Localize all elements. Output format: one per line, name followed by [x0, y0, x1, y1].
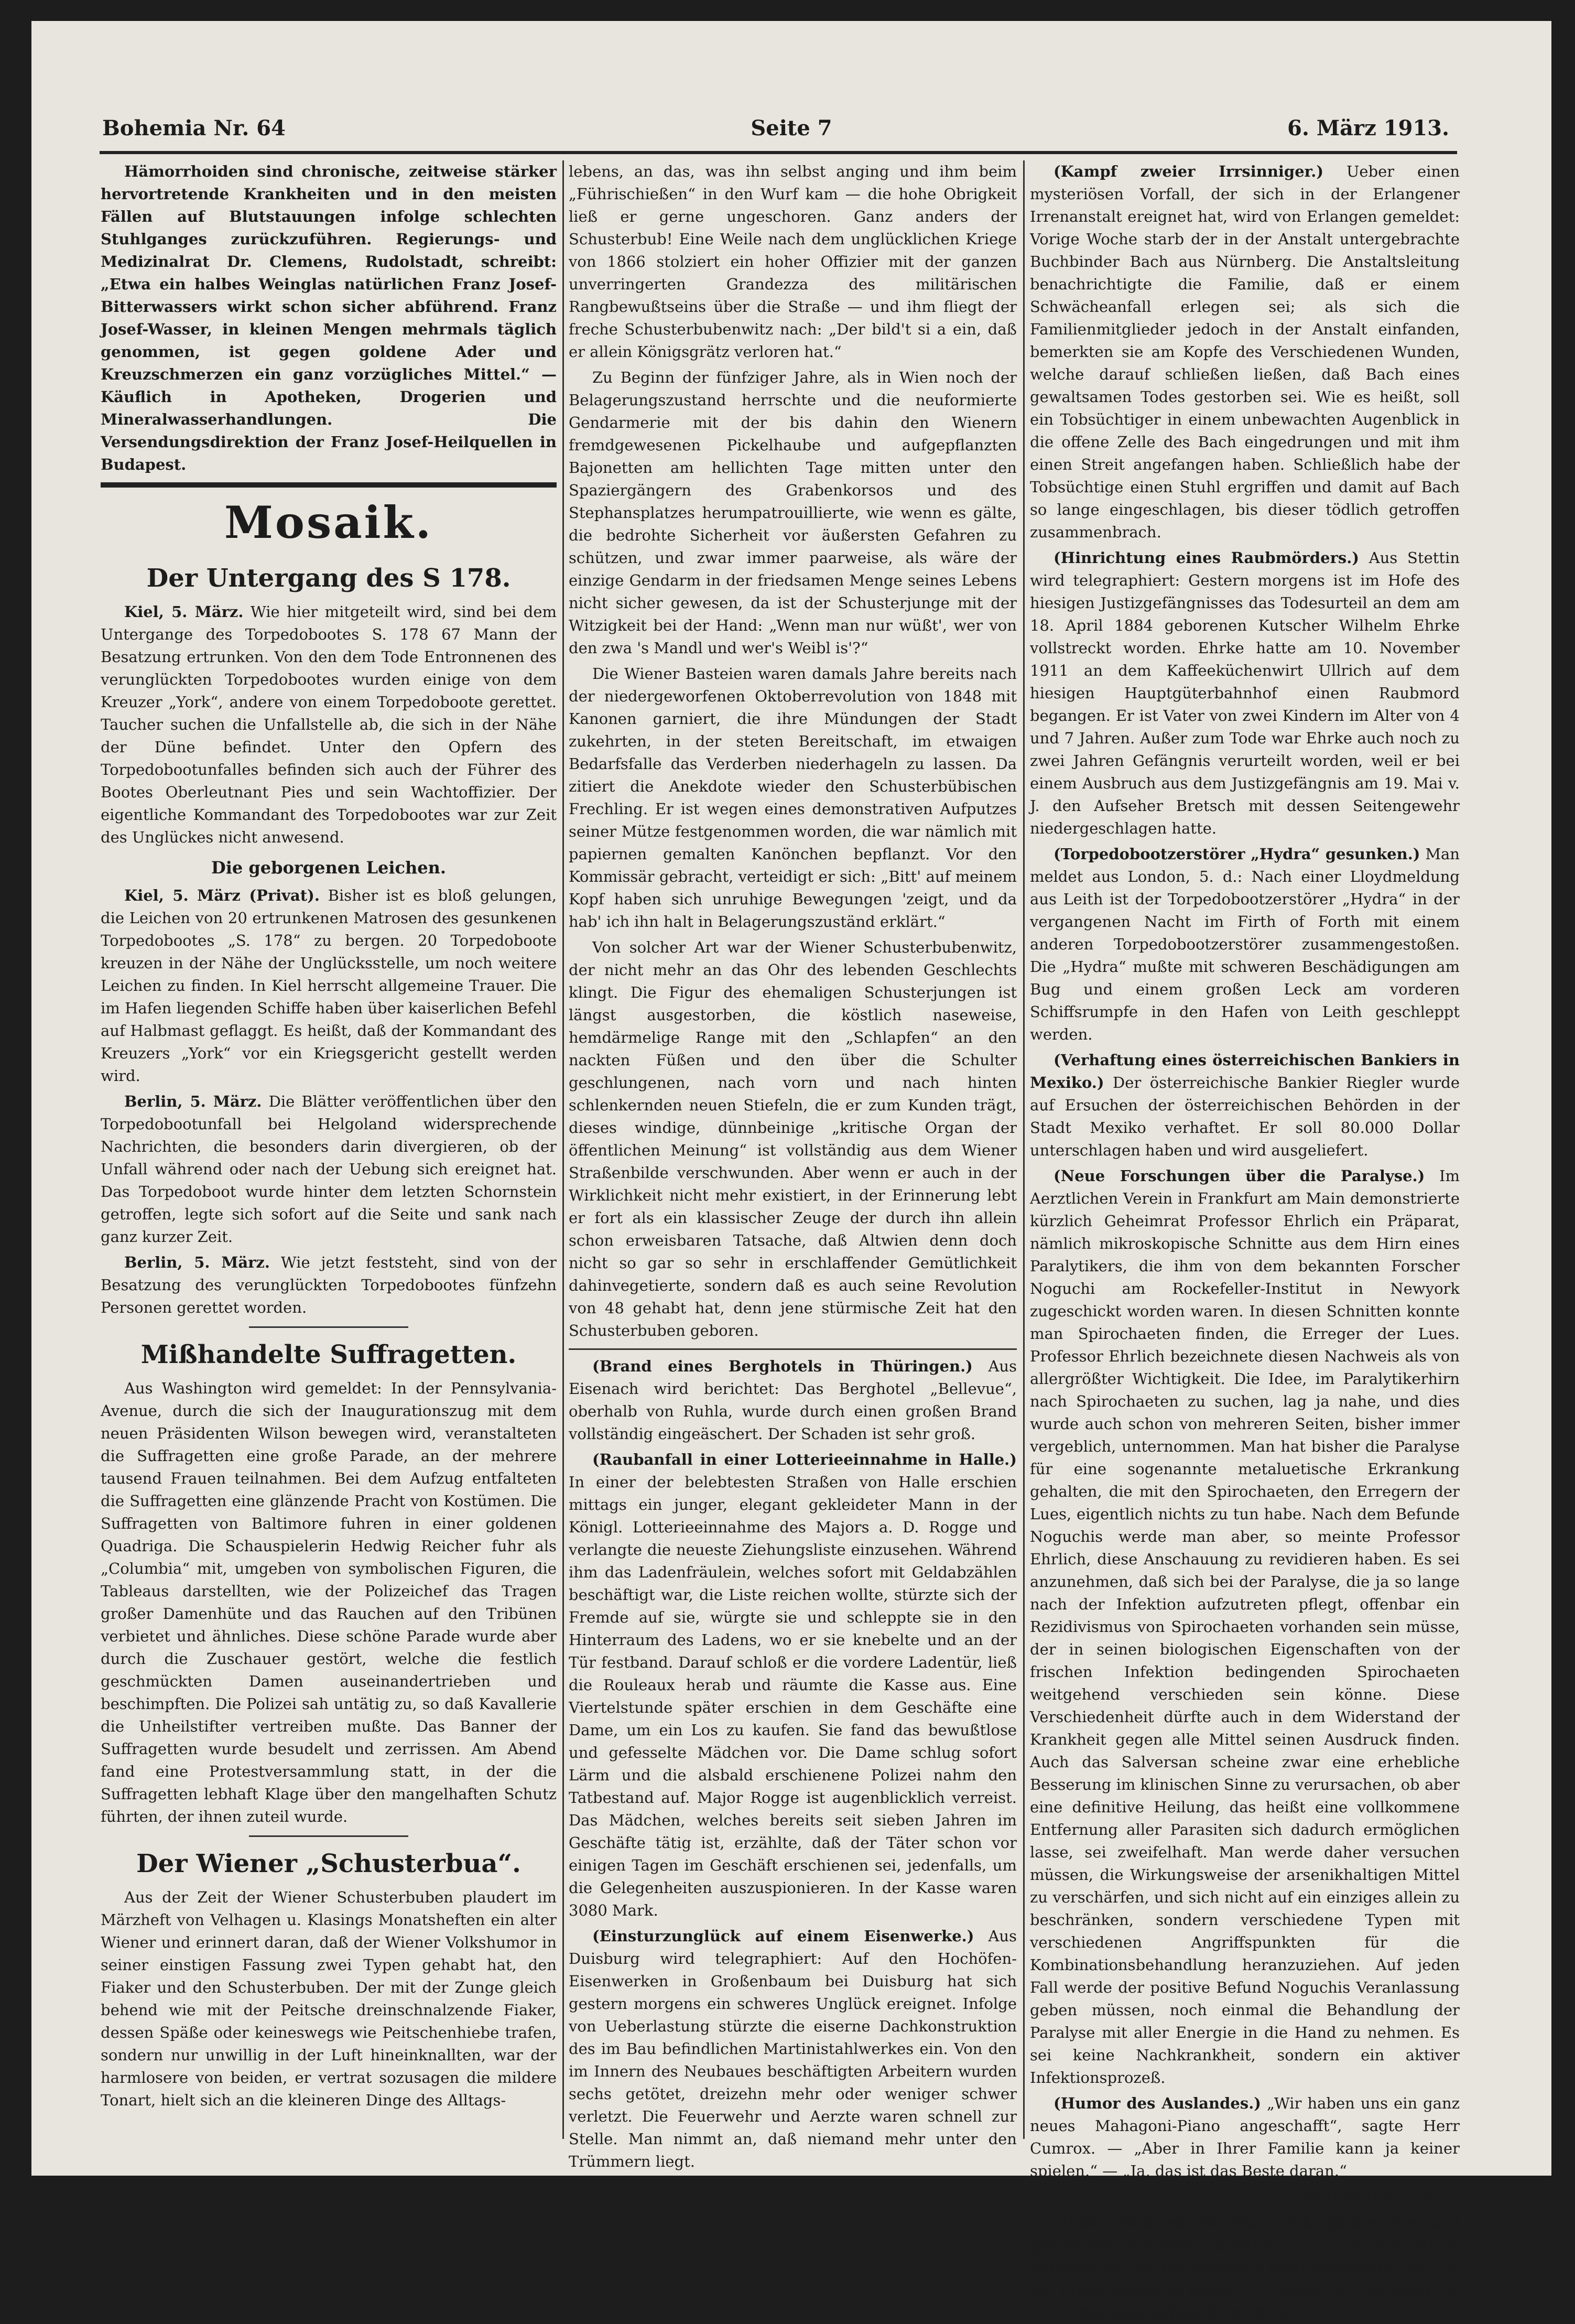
- news-item-text: Im Aerztlichen Verein in Frankfurt am Main demonstrierte kürzlich Geheimrat Professor Ehrlich ein Präparat, nämlich mikroskopische Schnitte aus dem Hirn eines Paralytikers, die ihm von dem bekannten Forscher Noguchi am Rockefeller-Institut in Newyork zugeschickt worden waren. In diesen Schnitten konnte man Spirochaeten finden, die Erreger der Lues. Professor Ehrlich bezeichnete diesen Nachweis als von allergrößter Wichtigkeit. Die Idee, im Paralytikerhirn nach Spirochaeten zu suchen, lag ja nahe, und dies wurde auch schon von mehreren Seiten, bisher immer vergeblich, unternommen. Man hat bisher die Paralyse für eine sogenannte metaluetische Erkrankung gehalten, die mit den Spirochaeten, den Erregern der Lues, eigentlich nichts zu tun habe. Nach dem Befunde Noguchis werde man aber, so meinte Professor Ehrlich, diese Anschauung zu revidieren haben. Es sei anzunehmen, daß sich bei der Paralyse, die ja so lange nach der Infektion aufzutreten pflegt, offenbar ein Rezidivismus von Spirochaeten vorhanden sein müsse, der in seinen biologischen Eigenschaften von der frischen Infektion bedingenden Spirochaeten weitgehend verschieden sein könne. Diese Verschiedenheit dürfte auch in dem Widerstand der Krankheit gegen alle Mittel seinen Ausdruck finden. Auch das Salversan scheine zwar eine erhebliche Besserung im klinischen Sinne zu verursachen, ob aber eine definitive Heilung, das heißt eine vollkommene Entfernung aller Parasiten sich dadurch ermöglichen lasse, sei zweifelhaft. Man werde daher versuchen müssen, die Wirkungsweise der arsenikhaltigen Mittel zu verschärfen, und sich nicht auf ein einziges allein zu beschränken, sondern verschiedene Typen mit verschiedenen Angriffspunkten für die Kombinationsbehandlung heranzuziehen. Auf jeden Fall werde der positive Befund Noguchis Veranlassung geben müssen, noch einmal die Behandlung der Paralyse mit aller Energie in die Hand zu nehmen. Es sei keine Nachkrankheit, sondern ein aktiver Infektionsprozeß.: [1030, 1167, 1460, 2087]
- article-separator: [249, 1326, 409, 1328]
- advertisement-franz-josef: Hämorrhoiden sind chronische, zeitweise stärker hervortretende Krankheiten und in den meisten Fällen auf Blutstauungen infolge schlechten Stuhlganges zurückzuführen. Regierungs- und Medizinalrat Dr. Clemens, Rudolstadt, schreibt: „Etwa ein halbes Weinglas natürlichen Franz Josef-Bitterwassers wirkt schon sicher abführend. Franz Josef-Wasser, in kleinen Mengen mehrmals täglich genommen, ist gegen goldene Ader und Kreuzschmerzen ein ganz vorzügliches Mittel.“ — Käuflich in Apotheken, Drogerien und Mineralwasserhandlungen. Die Versendungsdirektion der Franz Josef-Heilquellen in Budapest.: [101, 163, 557, 473]
- article-paragraph: Aus Washington wird gemeldet: In der Pennsylvania-Avenue, durch die sich der Inaugurationszug mit dem neuen Präsidenten Wilson bewegen wird, veranstalteten die Suffragetten eine große Parade, an der mehrere tausend Frauen teilnahmen. Bei dem Aufzug entfalteten die Suffragetten eine glänzende Pracht von Kostümen. Die Suffragetten von Baltimore fuhren in einer goldenen Quadriga. Die Schauspielerin Hedwig Reicher fuhr als „Columbia“ mit, umgeben von symbolischen Figuren, die Tableaus darstellten, wie der Polizeichef das Tragen großer Damenhüte und das Rauchen auf den Tribünen verbietet und ähnliches. Diese schöne Parade wurde aber durch die Zuschauer gestört, welche die festlich geschmückten Damen auseinandertrieben und beschimpften. Die Polizei sah untätig zu, so daß Kavallerie die Unheilstifter vertreiben mußte. Das Banner der Suffragetten wurde besudelt und zerrissen. Am Abend fand eine Protestversammlung statt, in der die Suffragetten lebhaft Klage über den mangelhaften Schutz führten, der ihnen zuteil wurde.: [101, 1379, 557, 1825]
- article-paragraph: [101, 884, 557, 1087]
- article-paragraph: Von solcher Art war der Wiener Schusterbubenwitz, der nicht mehr an das Ohr des lebenden Geschlechts klingt. Die Figur des ehemaligen Schusterjungen ist längst ausgestorben, die köstlich naseweise, hemdärmelige Range mit den „Schlapfen“ an den nackten Füßen und den über die Schulter geschlungenen, nach vorn und nach hinten schlenkernden neuen Stiefeln, die er zum Kunden trägt, dieses windige, dünnbeinige „kritische Organ der öffentlichen Meinung“ ist vollständig aus dem Wiener Straßenbilde verschwunden. Aber wenn er auch in der Wirklichkeit nicht mehr existiert, in der Erinnerung lebt er fort als ein klassischer Zeuge der durch ihn allein schon erweisbaren Tatsache, daß Altwien denn doch nicht so gar so sehr in erschlaffender Gemütlichkeit dahinvegetierte, sondern daß es auch seine Revolution von 48 gehabt hat, denn jene stürmische Zeit hat den Schusterbuben geboren.: [569, 938, 1017, 1339]
- news-item-heading: (Einsturzunglück auf einem Eisenwerke.): [592, 1927, 974, 1945]
- header-date: 6. März 1913.: [1287, 116, 1449, 140]
- news-item-text: Aus Stettin wird telegraphiert: Gestern morgens ist im Hofe des hiesigen Justizgefängnisses das Todesurteil an dem am 18. April 1884 geborenen Kutscher Wilhelm Ehrke vollstreckt worden. Ehrke hatte am 10. November 1911 an dem Kaffeeküchenwirt Ullrich auf dem hiesigen Hauptgüterbahnhof einen Raubmord begangen. Er ist Vater von zwei Kindern im Alter von 4 und 7 Jahren. Außer zum Tode war Ehrke auch noch zu zwei Jahren Gefängnis verurteilt worden, weil er bei einem Ausbruch aus dem Justizgefängnis am 19. Mai v. J. den Aufseher Bretsch mit dessen Seitengewehr niedergeschlagen hatte.: [1030, 549, 1460, 837]
- article-title: Der Wiener „Schusterbua“.: [136, 1849, 521, 1878]
- news-item: [1030, 1165, 1460, 2089]
- article-paragraph: Die Wiener Basteien waren damals Jahre bereits nach der niedergeworfenen Oktoberrevolution von 1848 mit Kanonen garniert, die ihre Mündungen der Stadt zukehrten, in der steten Bereitschaft, im etwaigen Bedarfsfalle das Verderben niederhageln zu lassen. Da zitiert die Anekdote wieder den Schusterbübischen Frechling. Er ist wegen eines demonstrativen Aufputzes seiner Mütze festgenommen worden, die war nämlich mit papiernen gemalten Kanönchen bepflanzt. Vor den Kommissär gebracht, verteidigt er sich: „Bitt' auf meinem Kopf haben sich unruhige Bewegungen 'zeigt, und da hab' ich ihn halt in Belagerungszuständ erklärt.“: [569, 665, 1017, 931]
- article-title: Der Untergang des S 178.: [146, 564, 511, 593]
- column-divider: [1023, 160, 1025, 2139]
- news-item-text: In einer der belebtesten Straßen von Halle erschien mittags ein junger, elegant gekleideter Mann in der Königl. Lotterieeinnahme des Majors a. D. Rogge und verlangte die neueste Ziehungsliste einzusehen. Während ihm das Ladenfräulein, welches sofort mit Geldabzählen beschäftigt war, die Liste reichen wollte, stürzte sich der Fremde auf sie, würgte sie und schleppte sie in den Hinterraum des Ladens, wo er sie knebelte und an der Tür festband. Darauf schloß er die vordere Ladentür, ließ die Rouleaux herab und räumte die Kasse aus. Eine Viertelstunde später erschien in dem Geschäfte eine Dame, um ein Los zu kaufen. Sie fand das bewußtlose und gefesselte Mädchen vor. Die Dame schlug sofort Lärm und die alsbald erschienene Polizei nahm den Tatbestand auf. Major Rogge ist augenblicklich verreist. Das Mädchen, welches bereits seit sieben Jahren im Geschäfte tätig ist, erzählte, daß der Täter schon vor einigen Tagen im Geschäft erschienen sei, jedenfalls, um die Gelegenheiten auszuspionieren. In der Kasse waren 3080 Mark.: [569, 1473, 1017, 1919]
- news-item-heading: (Verhaftung eines österreichischen Bankiers in Mexiko.): [1030, 1051, 1460, 1091]
- column-divider: [562, 160, 564, 2139]
- news-item-heading: (Kampf zweier Irrsinniger.): [1053, 163, 1324, 180]
- news-item: [569, 1449, 1017, 1922]
- article-paragraph: Aus der Zeit der Wiener Schusterbuben plaudert im Märzheft von Velhagen u. Klasings Monatsheften ein alter Wiener und erinnert daran, daß der Wiener Volkshumor in seiner einstigen Fassung zwei Typen gehabt hat, den Fiaker und den Schusterbuben. Der mit der Zunge gleich behend wie mit der Peitsche dreinschnalzende Fiaker, dessen Späße oder keineswegs wie Peitschenhiebe trafen, sondern nur unwillig in der Luft hineinknallten, war der harmlosere von beiden, er vertrat sozusagen die mildere Tonart, hielt sich an die kleineren Dinge des Alltags-: [101, 1888, 557, 2109]
- article-separator: [249, 1835, 409, 1837]
- news-item-heading: (Hinrichtung eines Raubmörders.): [1053, 549, 1360, 567]
- news-item-text: Ueber einen mysteriösen Vorfall, der sich in der Erlangener Irrenanstalt ereignet hat, wird von Erlangen gemeldet: Vorige Woche starb der in der Anstalt untergebrachte Buchbinder Bach aus Nürnberg. Die Anstaltsleitung benachrichtigte die Familie, daß er einem Schwächeanfall erlegen sei; als sich die Familienmitglieder jedoch in der Anstalt einfanden, bemerkten sie am Kopfe des Verschiedenen Wunden, welche darauf schließen ließen, daß Bach eines gewaltsamen Todes gestorben sei. Wie es heißt, soll ein Tobsüchtiger in einem unbewachten Augenblick in die offene Zelle des Bach eingedrungen und mit ihm einen Streit angefangen haben. Schließlich habe der Tobsüchtige einen Stuhl ergriffen und damit auf Bach so lange eingeschlagen, bis dieser tödlich getroffen zusammenbrach.: [1030, 163, 1460, 541]
- header-publication: Bohemia Nr. 64: [102, 116, 286, 140]
- news-item-text: „Wir haben uns ein ganz neues Mahagoni-Piano angeschafft“, sagte Herr Cumrox. — „Aber in Ihrer Familie kann ja keiner spielen.“ — „Ja, das ist das Beste daran.“: [1030, 2094, 1460, 2180]
- news-item-text: Aus Eisenach wird berichtet: Das Berghotel „Bellevue“, oberhalb von Ruhla, wurde durch einen großen Brand vollständig eingeäschert. Der Schaden ist sehr groß.: [569, 1357, 1017, 1443]
- column-3: [1030, 160, 1460, 2321]
- news-item: [569, 1925, 1017, 2173]
- paragraph-text: Wie jetzt feststeht, sind von der Besatzung des verunglückten Torpedobootes fünfzehn Personen gerettet worden.: [101, 1253, 557, 1316]
- article-paragraph: [101, 1251, 557, 1319]
- news-item-text: Der österreichische Bankier Riegler wurde auf Ersuchen der österreichischen Behörden in der Stadt Mexiko verhaftet. Er soll 80.000 Dollar unterschlagen haben und wird ausgeliefert.: [1030, 1074, 1460, 1159]
- news-item: [569, 1355, 1017, 1445]
- dateline: Kiel, 5. März (Privat).: [124, 887, 320, 904]
- news-item: [1030, 1049, 1460, 1162]
- news-item: [1030, 160, 1460, 544]
- article-paragraph: [101, 601, 557, 849]
- header-rule: [100, 151, 1457, 154]
- section-rule: [101, 482, 557, 488]
- news-item-text: Aus Duisburg wird telegraphiert: Auf den Hochöfen-Eisenwerken in Großenbaum bei Duisburg hat sich gestern morgens ein schweres Unglück ereignet. Infolge von Ueberlastung stürzte die eiserne Dachkonstruktion des im Bau befindlichen Martinistahlwerkes ein. Von den im Innern des Neubaues beschäftigten Arbeitern wurden sechs getötet, dreizehn mehr oder weniger schwer verletzt. Die Feuerwehr und Aerzte waren schnell zur Stelle. Man nimmt an, daß niemand mehr unter den Trümmern liegt.: [569, 1927, 1017, 2170]
- article-paragraph: [101, 1090, 557, 1248]
- news-item: [1030, 2092, 1460, 2182]
- paragraph-text: Wie hier mitgeteilt wird, sind bei dem Untergange des Torpedobootes S. 178 67 Mann der Besatzung ertrunken. Von den dem Tode Entronnenen des verunglückten Torpedobootes wurden einige von dem Kreuzer „York“, andere von einem Torpedoboote gerettet. Taucher suchen die Unfallstelle ab, die sich in der Nähe der Düne befindet. Unter den Opfern des Torpedobootunfalles befinden sich auch der Führer des Bootes Oberleutnant Pies und sein Wachtoffizier. Der eigentliche Kommandant des Torpedobootes war zur Zeit des Unglückes nicht anwesend.: [101, 603, 557, 846]
- dateline: Kiel, 5. März.: [124, 603, 244, 621]
- joke-source: (Washington Star.): [1296, 2188, 1439, 2206]
- section-rule: [569, 1348, 1017, 1350]
- news-item-heading: (Raubanfall in einer Lotterieeinnahme in Halle.): [592, 1451, 1017, 1468]
- dateline: Berlin, 5. März.: [124, 1253, 270, 1271]
- news-item: [1030, 843, 1460, 1046]
- article-paragraph: Zu Beginn der fünfziger Jahre, als in Wien noch der Belagerungszustand herrschte und die neuformierte Gendarmerie mit der bis dahin den Wienern fremdgewesenen Pickelhaube und aufgepflanzten Bajonetten am hellichten Tage mitten unter den Spaziergängern des Grabenkorsos und des Stephansplatzes herumpatrouillierte, wie wenn es gälte, die bedrohte Sicherheit vor äußersten Gefahren zu schützen, und zwar immer paarweise, als wäre der einzige Gendarm in der friedsamen Menge seines Lebens nicht sicher gewesen, da ist der Schusterjunge mit der Witzigkeit bei der Hand: „Wenn man nur wüßt', wer von den zwa 's Mandl und wer's Weibl is'?“: [569, 369, 1017, 657]
- news-item-heading: (Humor des Auslandes.): [1053, 2094, 1262, 2112]
- news-item-text: Man meldet aus London, 5. d.: Nach einer Lloydmeldung aus Leith ist der Torpedobootzerstörer „Hydra“ in der vergangenen Nacht im Firth of Forth mit einem anderen Torpedobootzerstörer zusammengestoßen. Die „Hydra“ mußte mit schweren Beschädigungen am Bug und einem großen Leck am vorderen Schiffsrumpfe in den Hafen von Leith geschleppt werden.: [1030, 845, 1460, 1043]
- section-title: Mosaik.: [224, 496, 433, 548]
- news-item-heading: (Neue Forschungen über die Paralyse.): [1053, 1167, 1425, 1185]
- article-paragraph: lebens, an das, was ihn selbst anging und ihm beim „Führischießen“ in den Wurf kam — die hohe Obrigkeit ließ er gerne ungeschoren. Ganz anders der Schusterbub! Eine Weile nach dem unglücklichen Kriege von 1866 stolziert ein hoher Offizier mit der ganzen unverringerten Grandezza des militärischen Rangbewußtseins über die Straße — und ihm fliegt der freche Schusterbubenwitz nach: „Der bild't si a ein, daß er allein Königsgrätz verloren hat.“: [569, 163, 1017, 361]
- newspaper-page: [31, 21, 1551, 2321]
- column-2: [569, 160, 1017, 2170]
- news-item-heading: (Brand eines Berghotels in Thüringen.): [592, 1357, 973, 1375]
- news-item-text: „Hallo! Nehmen Sie Platz. Ich glaube, Sie sind gekommen, um mich zu bitten…“ — „Sie sind falsch unterrichtet; ich bin durchaus nicht gekommen, um Sie um irgend etwas zu bitten.“ — „Nanu! Ich verstand Sie …“ — Was kam lediglich, mich zu: [1030, 2213, 1460, 2321]
- news-item-heading: (Torpedobootzerstörer „Hydra“ gesunken.): [1053, 845, 1420, 863]
- article-subtitle: Die geborgenen Leichen.: [211, 858, 446, 878]
- paragraph-text: Bisher ist es bloß gelungen, die Leichen von 20 ertrunkenen Matrosen des gesunkenen Torpedobootes „S. 178“ zu bergen. 20 Torpedoboote kreuzen in der Nähe der Unglücksstelle, um noch weitere Leichen zu finden. In Kiel herrscht allgemeine Trauer. Die im Hafen liegenden Schiffe haben über kaiserlichen Befehl auf Halbmast geflaggt. Es heißt, daß der Kommandant des Kreuzers „York“ vor ein Kriegsgericht gestellt werden wird.: [101, 887, 557, 1085]
- news-item: [1030, 547, 1460, 840]
- article-title: Mißhandelte Suffragetten.: [140, 1340, 517, 1369]
- paragraph-text: Die Blätter veröffentlichen über den Torpedobootunfall bei Helgoland widersprechende Nachrichten, die besonders darin divergieren, ob der Unfall während oder nach der Uebung sich ereignet hat. Das Torpedoboot wurde hinter dem letzten Schornstein getroffen, legte sich sofort auf die Seite und sank nach ganz kurzer Zeit.: [101, 1093, 557, 1246]
- column-1: [101, 160, 557, 2139]
- header-page-number: Seite 7: [751, 116, 832, 140]
- dateline: Berlin, 5. März.: [124, 1093, 262, 1110]
